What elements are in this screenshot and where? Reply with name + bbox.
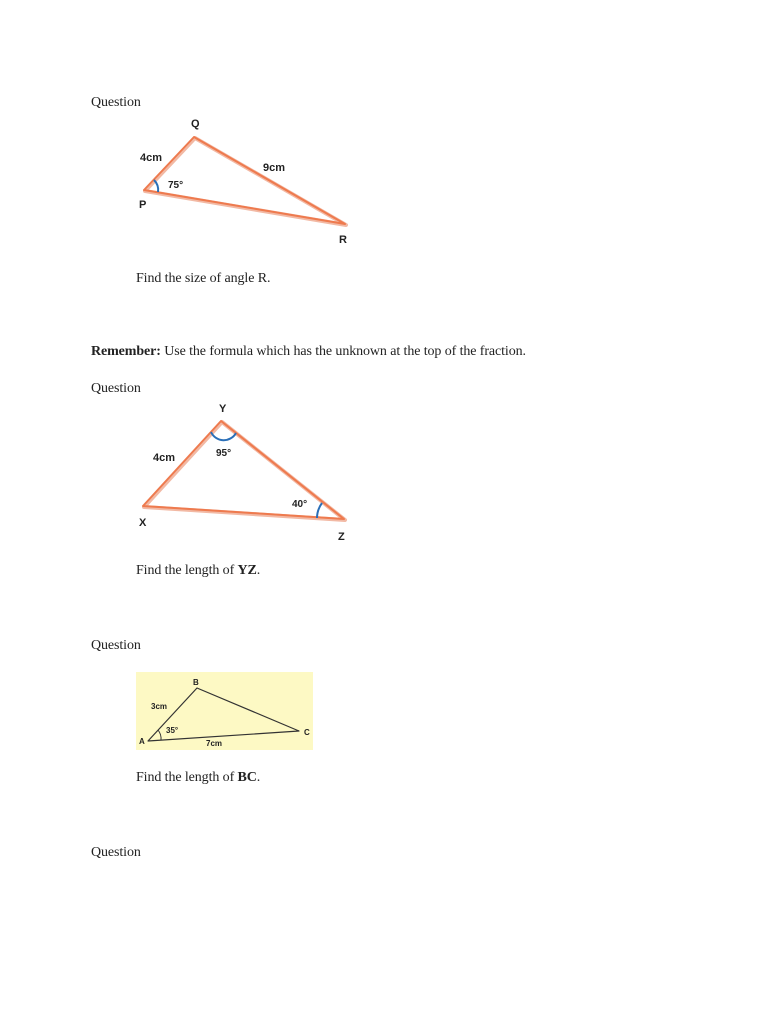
question-4-heading: Question: [91, 845, 141, 860]
vertex-r-label: R: [339, 234, 347, 246]
question-3-heading: Question: [91, 638, 141, 653]
vertex-x-label: X: [139, 517, 147, 529]
angle-a-arc: [158, 730, 161, 740]
vertex-y-label: Y: [219, 403, 227, 415]
remember-label: Remember:: [91, 344, 161, 359]
remember-text: Use the formula which has the unknown at the top of the fraction.: [160, 344, 526, 359]
vertex-b-label: B: [193, 678, 199, 687]
vertex-q-label: Q: [191, 118, 200, 130]
angle-z-label: 40°: [292, 499, 308, 510]
question-2-instruction: Find the length of YZ.: [136, 563, 261, 578]
side-qr-label: 9cm: [263, 162, 286, 174]
question-1-heading: Question: [91, 95, 141, 110]
question-2-heading: Question: [91, 381, 141, 396]
side-ab-label: 3cm: [151, 702, 168, 711]
angle-y-label: 95°: [216, 448, 232, 459]
side-xy-label: 4cm: [153, 452, 176, 464]
angle-a-label: 35°: [166, 726, 179, 735]
side-pq-label: 4cm: [140, 152, 163, 164]
question-3-instruction: Find the length of BC.: [136, 770, 261, 785]
vertex-p-label: P: [139, 199, 147, 211]
angle-p-label: 75°: [168, 180, 184, 191]
question-1-instruction: Find the size of angle R.: [136, 271, 271, 286]
side-bc-term: BC: [237, 770, 257, 785]
vertex-c-label: C: [304, 728, 310, 737]
vertex-z-label: Z: [338, 531, 345, 543]
side-yz-term: YZ: [237, 563, 257, 578]
vertex-a-label: A: [139, 737, 145, 746]
side-ac-label: 7cm: [206, 739, 223, 748]
